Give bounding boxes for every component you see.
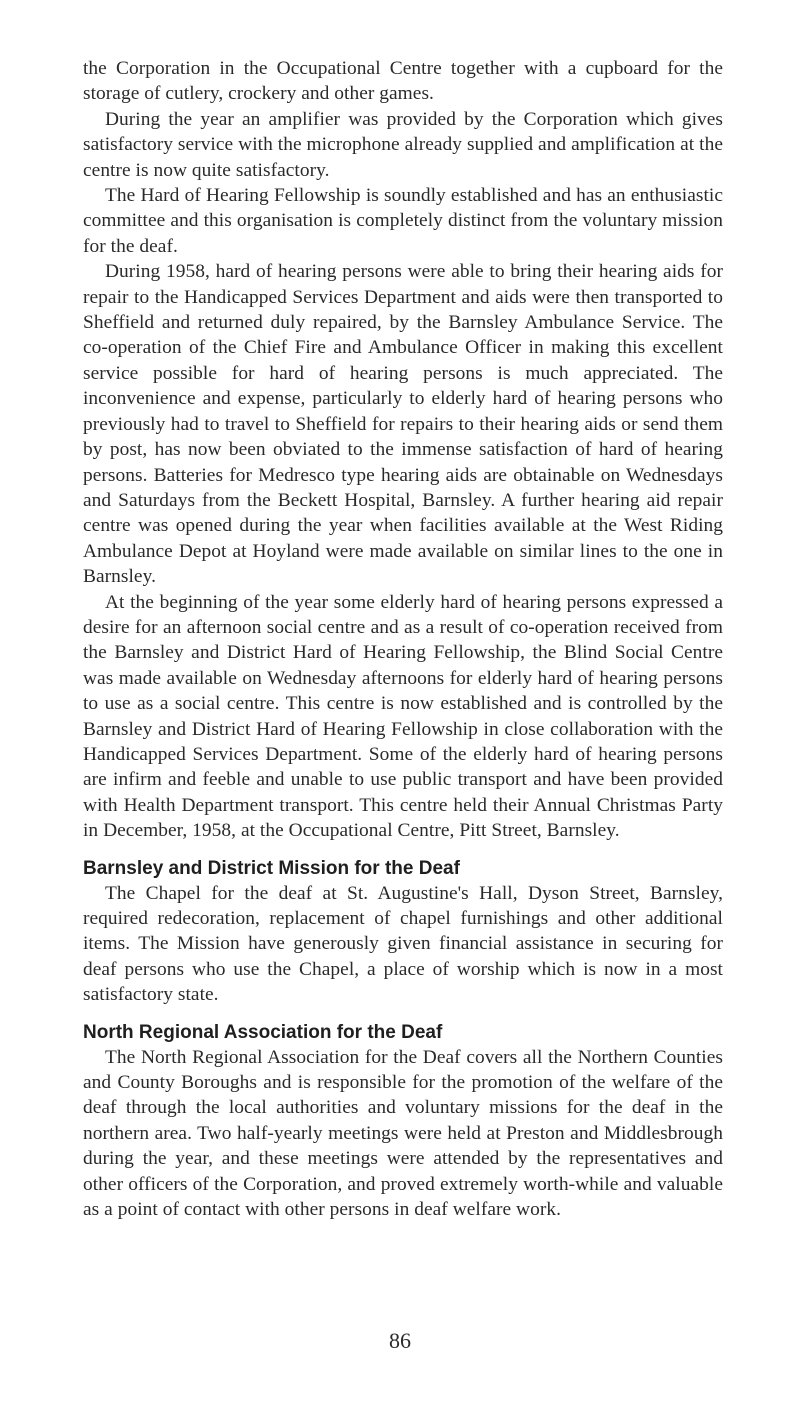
paragraph-hearing-aid-repairs: During 1958, hard of hearing persons were able to bring their hearing aids for repair to the Handicapped Services Department and aids were then transported to Sheffield and returned duly repaired, by the Barnsley Ambulance Service. The co-operation of the Chief Fire and Ambulance Officer in making this excellent service possible for hard of hearing persons is much appreciated. The inconvenience and expense, particularly to elderly hard of hearing persons who previously had to travel to Sheffield for repairs to their hearing aids or send them by post, has now been obviated to the immense satisfaction of hard of hearing persons. Batteries for Medresco type hearing aids are obtainable on Wednesdays and Saturdays from the Beckett Hospital, Barnsley. A further hearing aid repair centre was opened during the year when facilities available at the West Riding Ambulance Depot at Hoyland were made available on similar lines to the one in Barnsley.: [83, 261, 723, 588]
paragraph-regional-association: The North Regional Association for the Deaf covers all the Northern Counties and County Boroughs and is responsible for the promotion of the welfare of the deaf through the local authorities and voluntary missions for the deaf in the northern area. Two half-yearly meetings were held at Preston and Middlesbrough during the year, and these meetings were attended by the representatives and other officers of the Corporation, and proved extremely worth-while and valuable as a point of contact with other persons in deaf welfare work.: [83, 1046, 723, 1221]
page-number: 86: [389, 1328, 411, 1353]
section-heading-regional-association: North Regional Association for the Deaf: [83, 1021, 443, 1043]
paragraph-cupboard: the Corporation in the Occupational Centre together with a cupboard for the storage of cutlery, crockery and other games.: [83, 58, 723, 105]
section-heading-mission: Barnsley and District Mission for the Deaf: [83, 857, 460, 879]
paragraph-fellowship: The Hard of Hearing Fellowship is soundly established and has an enthusiastic committee and this organisation is completely distinct from the voluntary mission for the deaf.: [83, 185, 723, 257]
paragraph-amplifier: During the year an amplifier was provided by the Corporation which gives satisfactory service with the microphone already supplied and amplification at the centre is now quite satisfactory.: [83, 108, 723, 181]
paragraph-mission: The Chapel for the deaf at St. Augustine's Hall, Dyson Street, Barnsley, required redecoration, replacement of chapel furnishings and other additional items. The Mission have generously given financial assistance in securing for deaf persons who use the Chapel, a place of worship which is now in a most satisfactory state.: [83, 882, 723, 1006]
page-body: [83, 56, 723, 1222]
paragraph-social-centre: At the beginning of the year some elderly hard of hearing persons expressed a desire for an afternoon social centre and as a result of co-operation received from the Barnsley and District Hard of Hearing Fellowship, the Blind Social Centre was made available on Wednesday afternoons for elderly hard of hearing persons to use as a social centre. This centre is now established and is controlled by the Barnsley and District Hard of Hearing Fellowship in close collaboration with the Handicapped Services Department. Some of the elderly hard of hearing persons are infirm and feeble and unable to use public transport and have been provided with Health Department transport. This centre held their Annual Christmas Party in December, 1958, at the Occupational Centre, Pitt Street, Barnsley.: [83, 591, 723, 842]
